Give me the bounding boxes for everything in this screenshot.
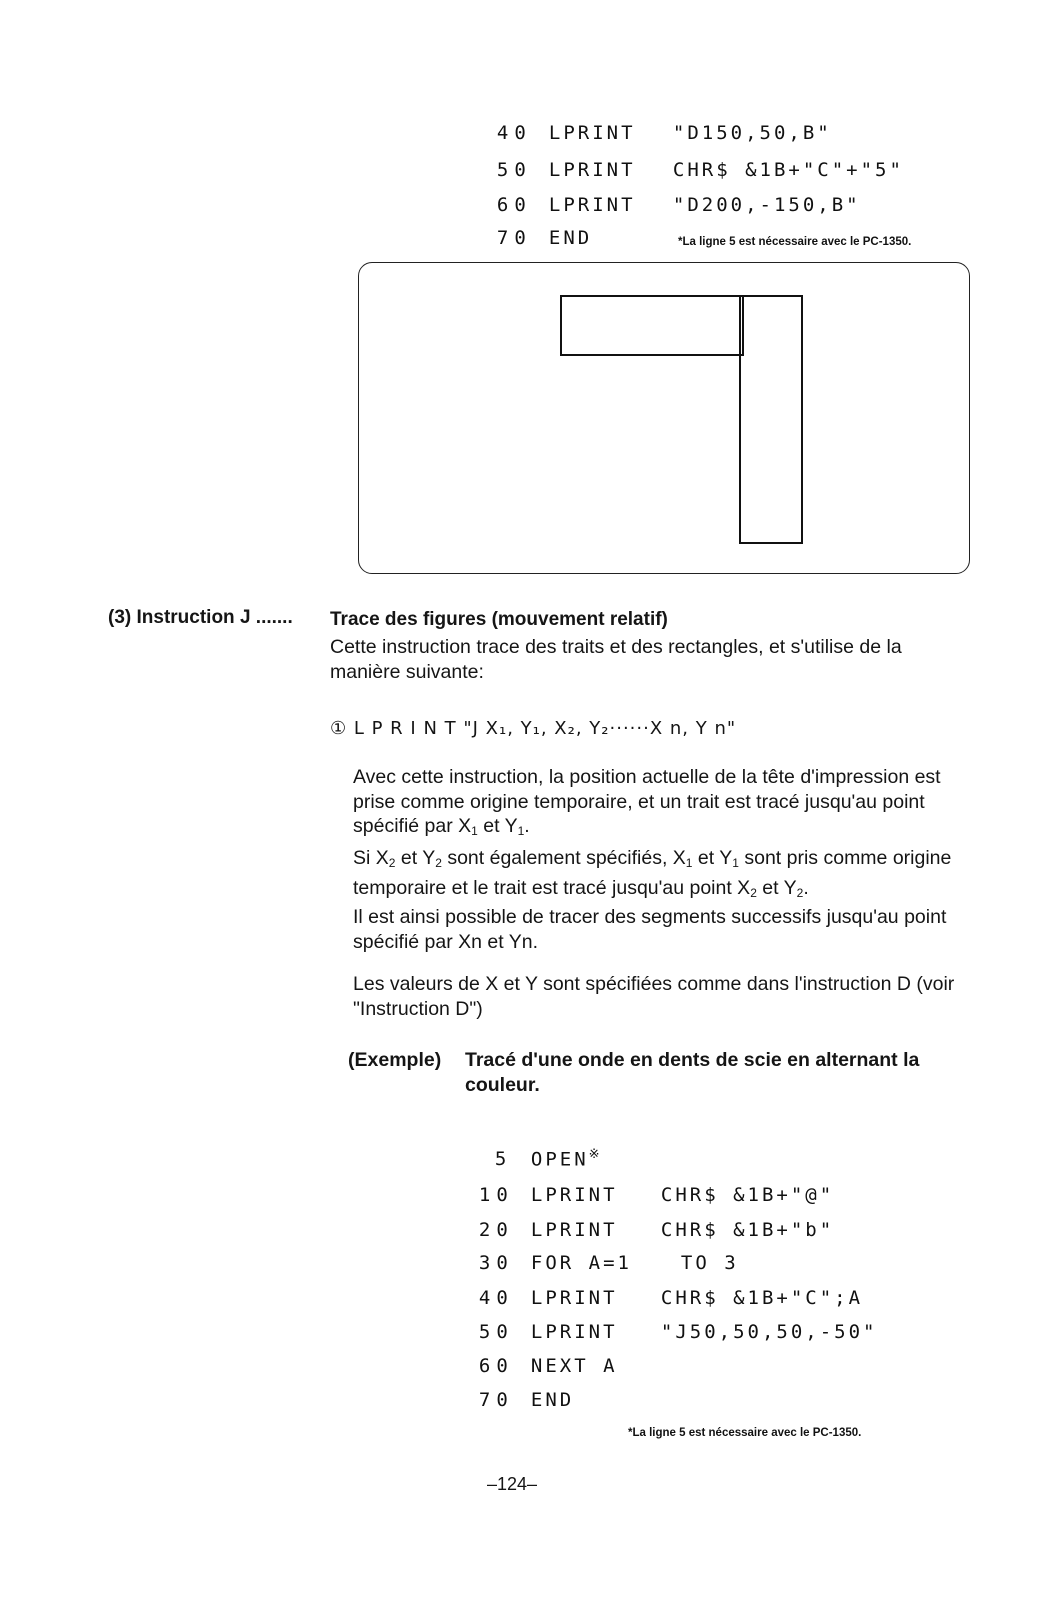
section-title: Trace des figures (mouvement relatif): [330, 609, 668, 630]
plot-drawing: [358, 262, 970, 574]
plot-output-frame: [358, 262, 970, 574]
code-line-60b: 60 NEXT A: [478, 1355, 618, 1377]
section-label: (3) Instruction J .......: [108, 607, 293, 628]
page-number: –124–: [487, 1474, 538, 1494]
syntax-line: ① L P R I N T "J X₁, Y₁, X₂, Y₂······X n, Y n": [330, 718, 737, 739]
footnote-top: *La ligne 5 est nécessaire avec le PC-1350.: [678, 236, 912, 248]
code-line-60: 60 LPRINT "D200,-150,B": [496, 194, 861, 216]
code-line-70b: 70 END: [478, 1389, 575, 1411]
code-line-40: 40 LPRINT "D150,50,B": [496, 122, 832, 144]
code-line-5: 5 OPEN※: [494, 1147, 603, 1171]
paragraph-2: Si $X_2$ et $Y_2$ sont également spécifiés, $X_1$ et $Y_1$ sont pris comme origine temporaire et le trait est tracé jusqu'au point $X_2$ et $Y_2$. Il est ainsi possible de tracer des segments successifs jusqu'au point spécifié par Xn et Yn.: [353, 847, 952, 953]
section-intro: Cette instruction trace des traits et des rectangles, et s'utilise de la manière suivante:: [330, 636, 902, 683]
code-line-10: 10 LPRINT CHR$ &1B+"@": [478, 1184, 835, 1206]
plot-rect-small: [561, 296, 743, 355]
footnote-bottom: *La ligne 5 est nécessaire avec le PC-1350.: [628, 1427, 862, 1439]
code-line-70: 70 END: [496, 227, 593, 249]
code-line-30: 30 FOR A=1 TO 3: [478, 1252, 739, 1274]
example-title: Tracé d'une onde en dents de scie en alternant la couleur.: [465, 1049, 920, 1096]
example-label: (Exemple): [348, 1049, 442, 1071]
code-line-50: 50 LPRINT CHR$ &1B+"C"+"5": [496, 159, 904, 181]
paragraph-1: Avec cette instruction, la position actuelle de la tête d'impression est prise comme origine temporaire, et un trait est tracé jusqu'au point spécifié par $X_1$ et $Y_1$.: [353, 766, 941, 838]
plot-rect-tall: [740, 296, 802, 543]
code-line-50b: 50 LPRINT "J50,50,50,-50": [478, 1321, 878, 1343]
code-line-40b: 40 LPRINT CHR$ &1B+"C";A: [478, 1287, 864, 1309]
paragraph-3: Les valeurs de X et Y sont spécifiées comme dans l'instruction D (voir "Instruction D"): [353, 973, 955, 1020]
code-line-20: 20 LPRINT CHR$ &1B+"b": [478, 1219, 835, 1241]
